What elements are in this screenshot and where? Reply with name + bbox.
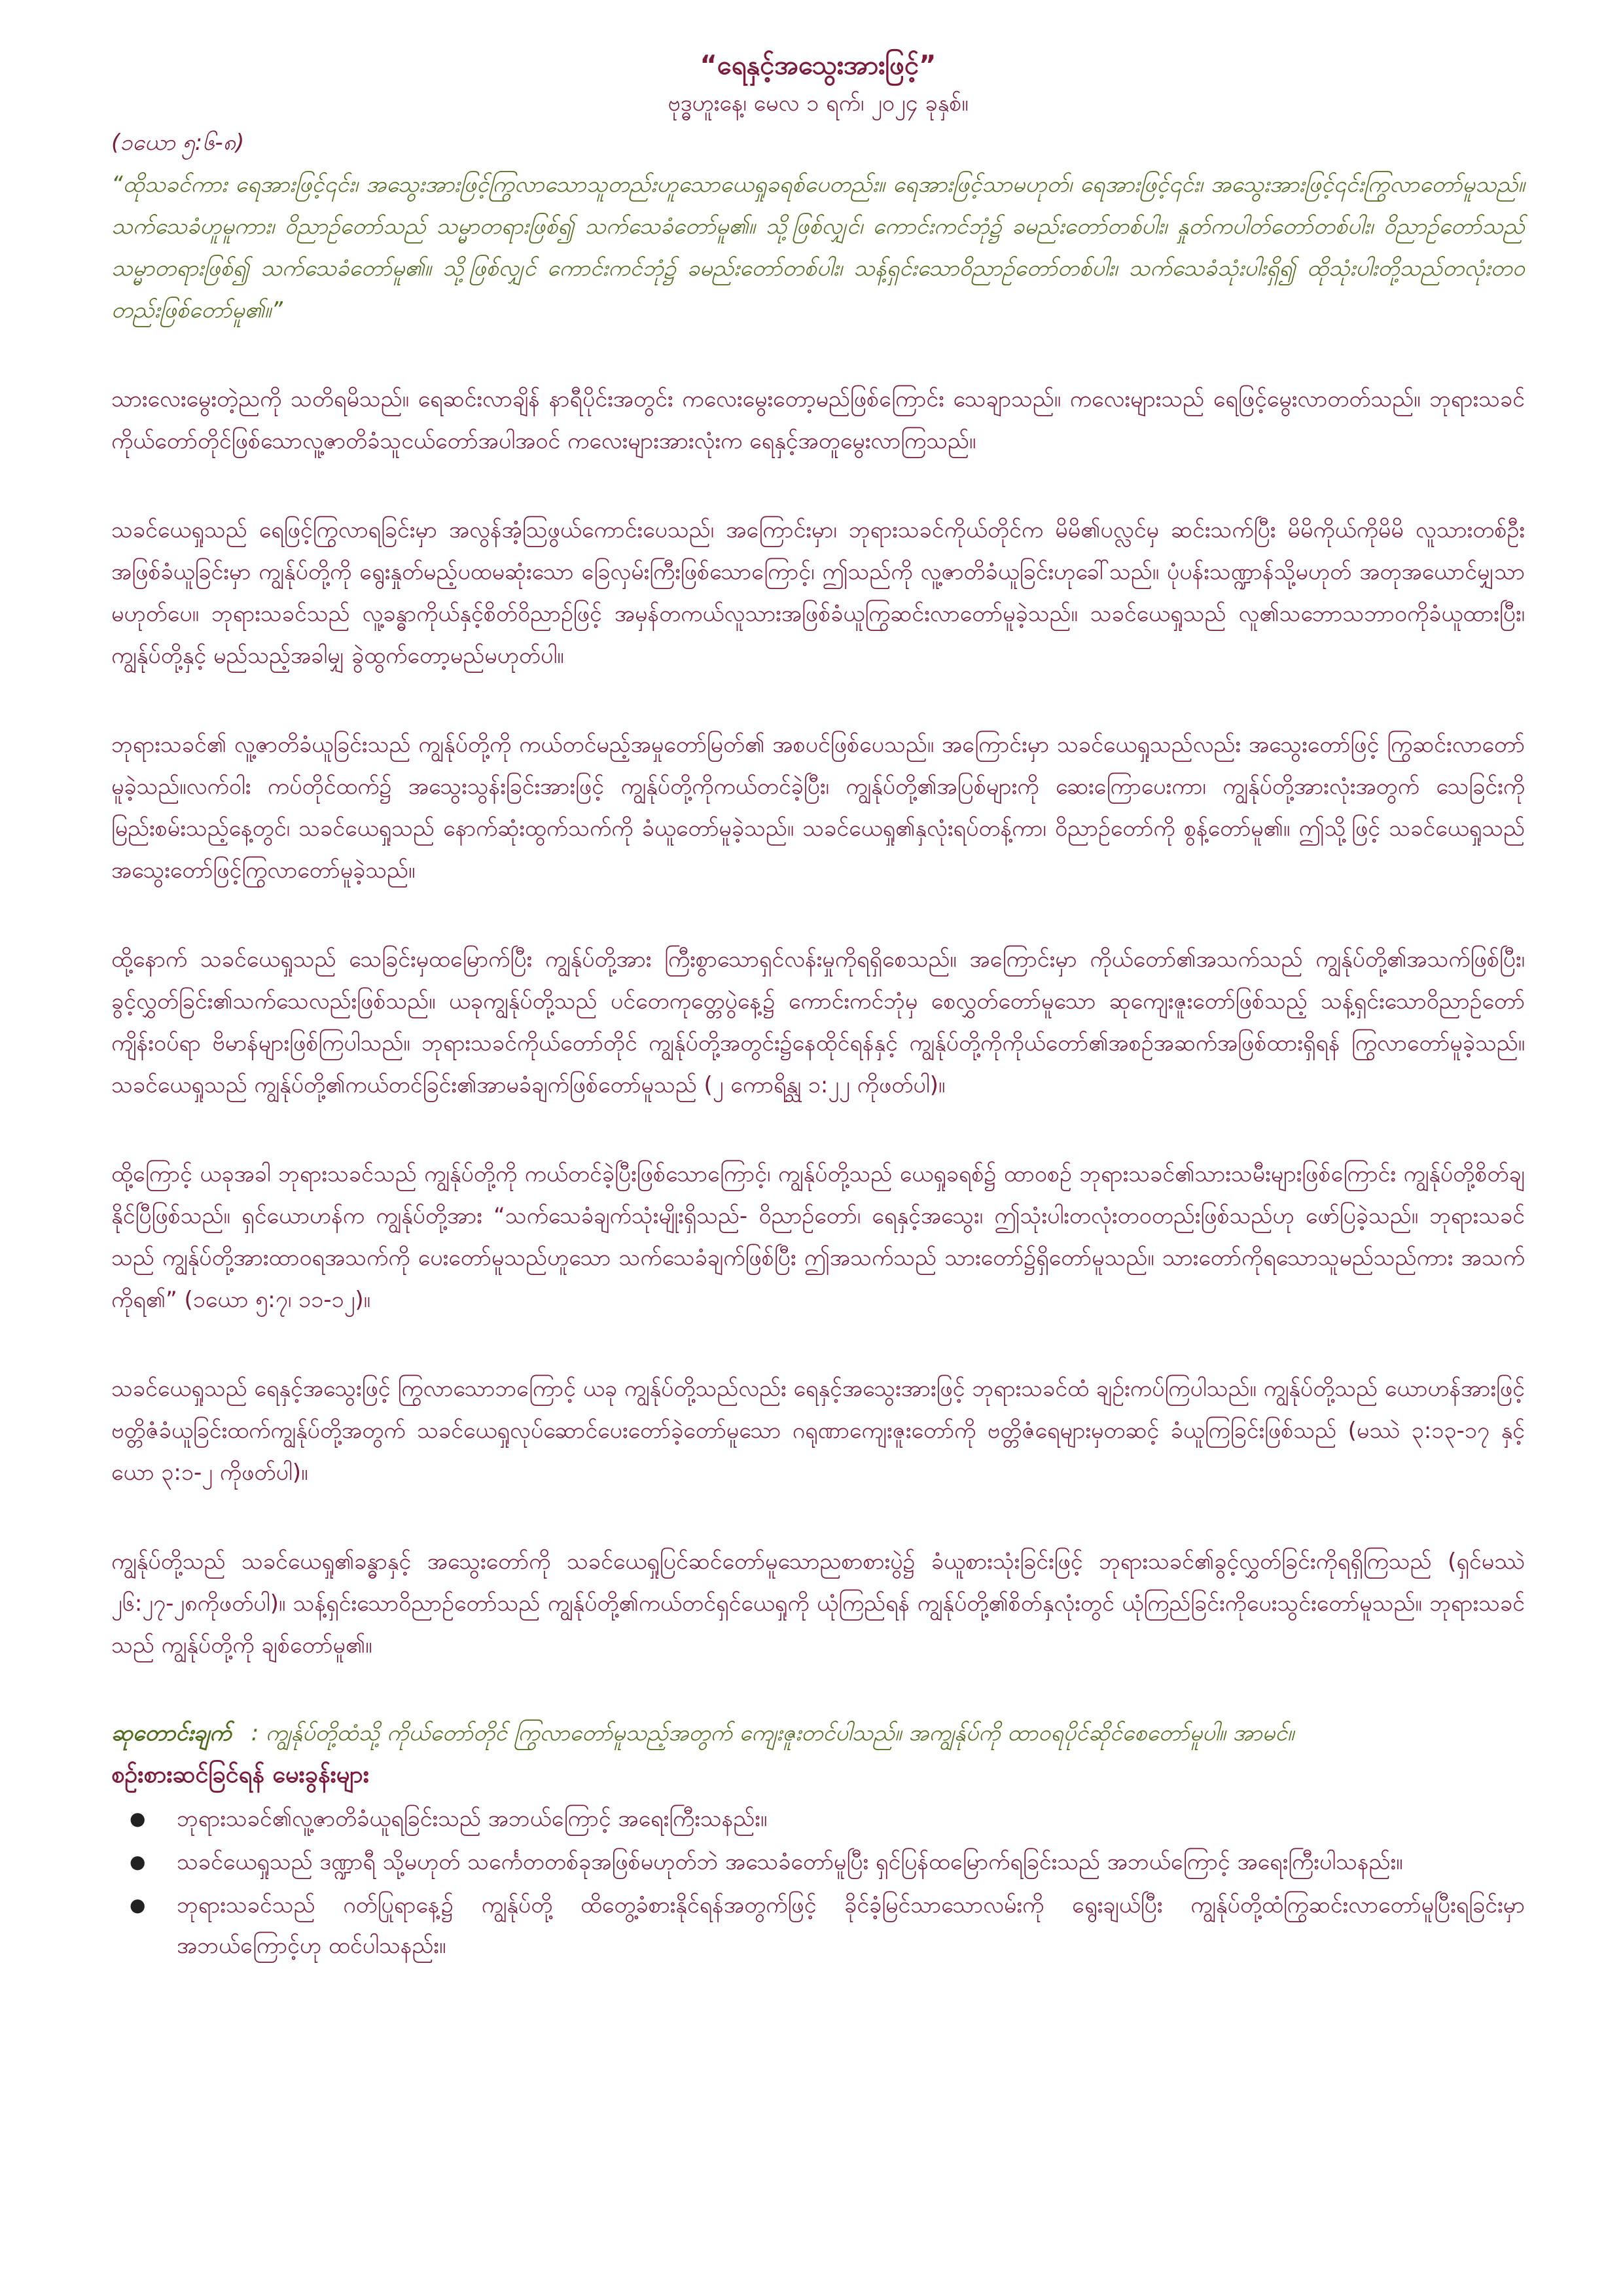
- paragraph-1: သားလေးမွေးတဲ့ညကို သတိရမိသည်။ ရေဆင်းလာချိန် နာရီပိုင်းအတွင်း ကလေးမွေးတော့မည်ဖြစ်ကြောင်း သေချာသည်။ ကလေးများသည် ရေဖြင့်မွေးလာတတ်သည်။ ဘုရားသခင်ကိုယ်တော်တိုင်ဖြစ်သောလူ့ဇာတိခံသူငယ်တော်အပါအဝင် ကလေးများအားလုံးက ရေနှင့်အတူမွေးလာကြသည်။: [111, 386, 1525, 454]
- prayer: [111, 1713, 1525, 1753]
- verse-text: “ထိုသခင်ကား ရေအားဖြင့်၎င်း၊ အသွေးအားဖြင့်ကြွလာသောသူတည်းဟူသောယေရှုခရစ်ပေတည်း။ ရေအားဖြင့်သာမဟုတ်၊ ရေအားဖြင့်၎င်း၊ အသွေးအားဖြင့်၎င်းကြွလာတော်မူသည်။ သက်သေခံဟူမူကား၊ ဝိညာဉ်တော်သည် သမ္မာတရားဖြစ်၍ သက်သေခံတော်မူ၏။ သို့ဖြစ်လျှင်၊ ကောင်းကင်ဘုံ၌ ခမည်းတော်တစ်ပါး၊ နှုတ်ကပါတ်တော်တစ်ပါး၊ ဝိညာဉ်တော်သည် သမ္မာတရားဖြစ်၍ သက်သေခံတော်မူ၏။ သို့ဖြစ်လျှင် ကောင်းကင်ဘုံ၌ ခမည်းတော်တစ်ပါး၊ သန့်ရှင်းသောဝိညာဉ်တော်တစ်ပါး၊ သက်သေခံသုံးပါးရှိ၍ ထိုသုံးပါးတို့သည်တလုံးတဝတည်းဖြစ်တော်မူ၏။”: [111, 171, 1525, 323]
- paragraph-2: သခင်ယေရှုသည် ရေဖြင့်ကြွလာရခြင်းမှာ အလွန်အံ့သြဖွယ်ကောင်းပေသည်၊ အကြောင်းမှာ၊ ဘုရားသခင်ကိုယ်တိုင်က မိမိ၏ပလ္လင်မှ ဆင်းသက်ပြီး မိမိကိုယ်ကိုမိမိ လူသားတစ်ဦးအဖြစ်ခံယူခြင်းမှာ ကျွန်ုပ်တို့ကို ရွေးနှုတ်မည့်ပထမဆုံးသော ခြေလှမ်းကြီးဖြစ်သောကြောင့်၊ ဤသည်ကို လူ့ဇာတိခံယူခြင်းဟုခေါ်သည်။ ပုံပန်းသဏ္ဍာန်သို့မဟုတ် အတုအယောင်မျှသာမဟုတ်ပေ။ ဘုရားသခင်သည် လူ့ခန္ဓာကိုယ်နှင့်စိတ်ဝိညာဉ်ဖြင့် အမှန်တကယ်လူသားအဖြစ်ခံယူကြွဆင်းလာတော်မူခဲ့သည်။ သခင်ယေရှုသည် လူ၏သဘောသဘာဝကိုခံယူထားပြီး၊ ကျွန်ုပ်တို့နှင့် မည်သည့်အခါမျှ ခွဲထွက်တော့မည်မဟုတ်ပါ။: [111, 517, 1525, 669]
- paragraph-4: ထို့နောက် သခင်ယေရှုသည် သေခြင်းမှထမြောက်ပြီး ကျွန်ုပ်တို့အား ကြီးစွာသောရှင်လန်းမှုကိုရရှိစေသည်။ အကြောင်းမှာ ကိုယ်တော်၏အသက်သည် ကျွန်ုပ်တို့၏အသက်ဖြစ်ပြီး၊ ခွင့်လွှတ်ခြင်း၏သက်သေလည်းဖြစ်သည်။ ယခုကျွန်ုပ်တို့သည် ပင်တေကုတ္တေပွဲနေ့၌ ကောင်းကင်ဘုံမှ စေလွှတ်တော်မူသော ဆုကျေးဇူးတော်ဖြစ်သည့် သန့်ရှင်းသောဝိညာဉ်တော်ကျိန်းဝပ်ရာ ဗိမာန်များဖြစ်ကြပါသည်။ ဘုရားသခင်ကိုယ်တော်တိုင် ကျွန်ုပ်တို့အတွင်း၌နေထိုင်ရန်နှင့် ကျွန်ုပ်တို့ကိုကိုယ်တော်၏အစဉ်အဆက်အဖြစ်ထားရှိရန် ကြွလာတော်မူခဲ့သည်။ သခင်ယေရှုသည် ကျွန်ုပ်တို့၏ကယ်တင်ခြင်း၏အာမခံချက်ဖြစ်တော်မူသည် (၂ ကောရိန္သု ၁:၂၂ ကိုဖတ်ပါ)။: [111, 946, 1525, 1098]
- question-text: သခင်ယေရှုသည် ဒဏ္ဍာရီ သို့မဟုတ် သင်္ကေတတစ်ခုအဖြစ်မဟုတ်ဘဲ အသေခံတော်မူပြီး ရှင်ပြန်ထမြောက်ရခြင်းသည် အဘယ်ကြောင့် အရေးကြီးပါသနည်း။: [177, 1849, 1403, 1875]
- prayer-text: : ကျွန်ုပ်တို့ထံသို့ ကိုယ်တော်တိုင် ကြွလာတော်မူသည့်အတွက် ကျေးဇူးတင်ပါသည်။ အကျွန်ုပ်ကို ထာဝရပိုင်ဆိုင်စေတော်မူပါ။ အာမင်။: [251, 1720, 1294, 1746]
- questions-list: [111, 1799, 1525, 1966]
- paragraph-5: ထို့ကြောင့် ယခုအခါ ဘုရားသခင်သည် ကျွန်ုပ်တို့ကို ကယ်တင်ခဲ့ပြီးဖြစ်သောကြောင့်၊ ကျွန်ုပ်တို့သည် ယေရှုခရစ်၌ ထာဝစဉ် ဘုရားသခင်၏သားသမီးများဖြစ်ကြောင်း ကျွန်ုပ်တို့စိတ်ချနိုင်ပြီဖြစ်သည်။ ရှင်ယောဟန်က ကျွန်ုပ်တို့အား “သက်သေခံချက်သုံးမျိုးရှိသည်- ဝိညာဉ်တော်၊ ရေနှင့်အသွေး၊ ဤသုံးပါးတလုံးတဝတည်းဖြစ်သည်ဟု ဖော်ပြခဲ့သည်။ ဘုရားသခင်သည် ကျွန်ုပ်တို့အားထာဝရအသက်ကို ပေးတော်မူသည်ဟူသော သက်သေခံချက်ဖြစ်ပြီး ဤအသက်သည် သားတော်၌ရှိတော်မူသည်။ သားတော်ကိုရသောသူမည်သည်ကား အသက်ကိုရ၏” (၁ယော ၅:၇၊ ၁၁-၁၂)။: [111, 1161, 1525, 1313]
- prayer-label: ဆုတောင်းချက်: [111, 1720, 232, 1746]
- page-title: “ရေနှင့်အသွေးအားဖြင့်”: [700, 50, 936, 81]
- devotional-page: [111, 46, 1525, 1969]
- bullet-icon: ●: [130, 1851, 146, 1873]
- list-item: [130, 1885, 1525, 1966]
- paragraph-3: ဘုရားသခင်၏ လူ့ဇာတိခံယူခြင်းသည် ကျွန်ုပ်တို့ကို ကယ်တင်မည့်အမှုတော်မြတ်၏ အစပင်ဖြစ်ပေသည်။ အကြောင်းမှာ သခင်ယေရှုသည်လည်း အသွေးတော်ဖြင့် ကြွဆင်းလာတော်မူခဲ့သည်။လက်ဝါး ကပ်တိုင်ထက်၌ အသွေးသွန်းခြင်းအားဖြင့် ကျွန်ုပ်တို့ကိုကယ်တင်ခဲ့ပြီး၊ ကျွန်ုပ်တို့၏အပြစ်များကို ဆေးကြောပေးကာ၊ ကျွန်ုပ်တို့အားလုံးအတွက် သေခြင်းကိုမြည်းစမ်းသည့်နေ့တွင်၊ သခင်ယေရှုသည် နောက်ဆုံးထွက်သက်ကို ခံယူတော်မူခဲ့သည်။ သခင်ယေရှု၏နှလုံးရပ်တန့်ကာ၊ ဝိညာဉ်တော်ကို စွန့်တော်မူ၏။ ဤသို့ဖြင့် သခင်ယေရှုသည်အသွေးတော်ဖြင့်ကြွလာတော်မူခဲ့သည်။: [111, 732, 1525, 884]
- date-line: ဗုဒ္ဓဟူးနေ့၊ မေလ ၁ ရက်၊ ၂၀၂၄ ခုနှစ်။: [668, 90, 969, 117]
- list-item: [130, 1842, 1525, 1882]
- verse-reference: (၁ယော ၅:၆-၈): [111, 130, 245, 156]
- list-item: [130, 1799, 1525, 1839]
- bullet-icon: ●: [130, 1808, 146, 1829]
- questions-title: စဉ်းစားဆင်ခြင်ရန် မေးခွန်းများ: [111, 1761, 369, 1788]
- question-text: ဘုရားသခင်၏လူ့ဇာတိခံယူရခြင်းသည် အဘယ်ကြောင့် အရေးကြီးသနည်း။: [177, 1806, 768, 1832]
- paragraph-6: သခင်ယေရှုသည် ရေနှင့်အသွေးဖြင့် ကြွလာသောဘကြောင့် ယခု ကျွန်ုပ်တို့သည်လည်း ရေနှင့်အသွေးအားဖြင့် ဘုရားသခင်ထံ ချဉ်းကပ်ကြပါသည်။ ကျွန်ုပ်တို့သည် ယောဟန်အားဖြင့် ဗတ္တိဇံခံယူခြင်းထက်ကျွန်ုပ်တို့အတွက် သခင်ယေရှုလုပ်ဆောင်ပေးတော်ခဲ့တော်မူသော ဂရုဏာကျေးဇူးတော်ကို ဗတ္တိဇံရေများမှတဆင့် ခံယူကြခြင်းဖြစ်သည် (မဿဲ ၃:၁၃-၁၇ နှင့် ယော ၃:၁-၂ ကိုဖတ်ပါ)။: [111, 1376, 1525, 1486]
- paragraph-7: ကျွန်ုပ်တို့သည် သခင်ယေရှု၏ခန္ဓာနှင့် အသွေးတော်ကို သခင်ယေရှုပြင်ဆင်တော်မူသောညစာစားပွဲ၌ ခံယူစားသုံးခြင်းဖြင့် ဘုရားသခင်၏ခွင့်လွှတ်ခြင်းကိုရရှိကြသည် (ရှင်မဿဲ ၂၆:၂၇-၂၈ကိုဖတ်ပါ)။ သန့်ရှင်းသောဝိညာဉ်တော်သည် ကျွန်ုပ်တို့၏ကယ်တင်ရှင်ယေရှုကို ယုံကြည်ရန် ကျွန်ုပ်တို့၏စိတ်နှလုံးတွင် ယုံကြည်ခြင်းကိုပေးသွင်းတော်မူသည်။ ဘုရားသခင်သည် ကျွန်ုပ်တို့ကို ချစ်တော်မူ၏။: [111, 1549, 1525, 1659]
- question-text: ဘုရားသခင်သည် ဂတ်ပြုရာနေ့၌ ကျွန်ုပ်တို့ ထိတွေ့ခံစားနိုင်ရန်အတွက်ဖြင့် ခိုင်ခံ့မြင်သာသောလမ်းကို ရွေးချယ်ပြီး ကျွန်ုပ်တို့ထံကြွဆင်းလာတော်မူပြီးရခြင်းမှာ အဘယ်ကြောင့်ဟု ထင်ပါသနည်း။: [177, 1892, 1525, 1959]
- bullet-icon: ●: [130, 1894, 146, 1916]
